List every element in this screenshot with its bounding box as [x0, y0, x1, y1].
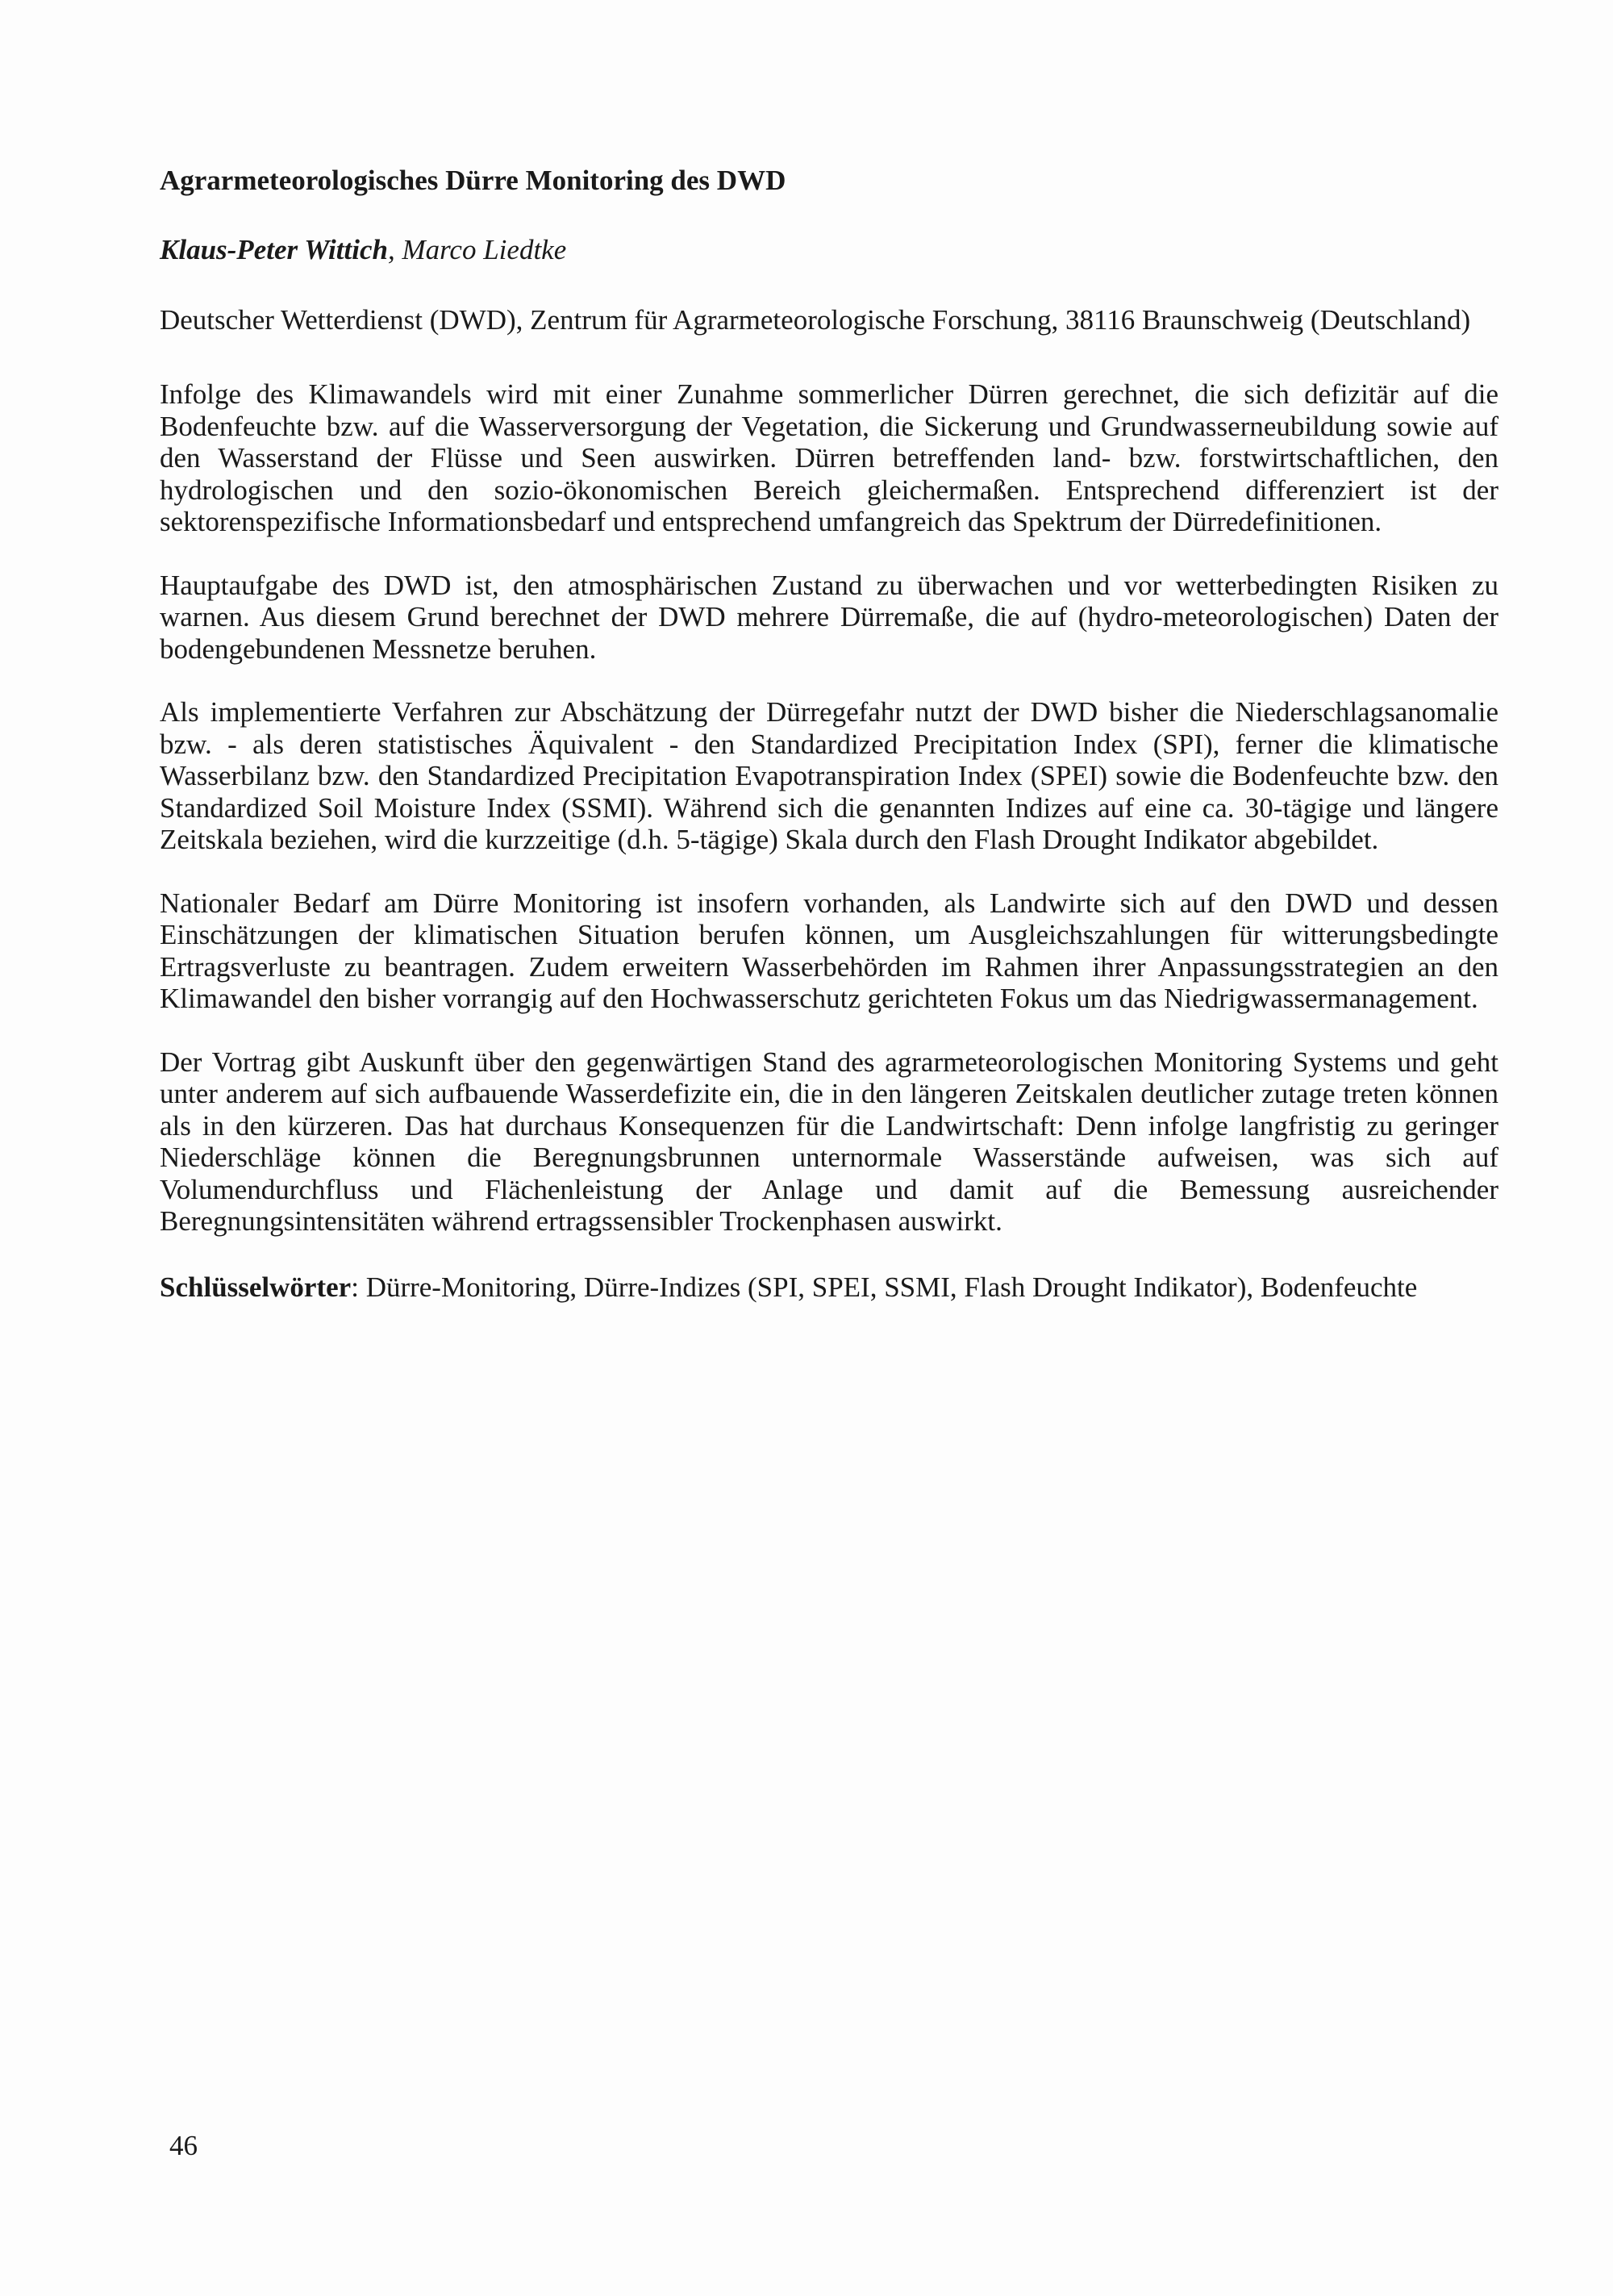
author-line — [160, 231, 1498, 269]
keywords-line — [160, 1269, 1498, 1305]
lead-author: Klaus-Peter Wittich — [160, 234, 388, 265]
paragraph-dwd-task: Hauptaufgabe des DWD ist, den atmosphärischen Zustand zu überwachen und vor wetterbedingten Risiken zu warnen. Aus diesem Grund berechnet der DWD mehrere Dürremaße, die auf (hydro-meteorologischen) Daten der bodengebundenen Messnetze beruhen. — [160, 569, 1498, 665]
paper-title: Agrarmeteorologisches Dürre Monitoring des DWD — [160, 165, 786, 196]
paragraph-talk-summary: Der Vortrag gibt Auskunft über den gegenwärtigen Stand des agrarmeteorologischen Monitoring Systems und geht unter anderem auf sich aufbauende Wasserdefizite ein, die in den längeren Zeitskalen deutlicher zutage treten können als in den kürzeren. Das hat durchaus Konsequenzen für die Landwirtschaft: Denn infolge langfristig zu geringer Niederschläge können die Beregnungsbrunnen unternormale Wasserstände aufweisen, was sich auf Volumendurchfluss und Flächenleistung der Anlage und damit auf die Bemessung ausreichender Beregnungsintensitäten während ertragssensibler Trockenphasen auswirkt. — [160, 1046, 1498, 1237]
paragraph-methods: Als implementierte Verfahren zur Abschätzung der Dürregefahr nutzt der DWD bisher die Niederschlagsanomalie bzw. - als deren statistisches Äquivalent - den Standardized Precipitation Index (SPI), ferner die klimatische Wasserbilanz bzw. den Standardized Precipitation Evapotranspiration Index (SPEI) sowie die Bodenfeuchte bzw. den Standardized Soil Moisture Index (SSMI). Während sich die genannten Indizes auf eine ca. 30-tägige und längere Zeitskala beziehen, wird die kurzzeitige (d.h. 5-tägige) Skala durch den Flash Drought Indikator abgebildet. — [160, 696, 1498, 855]
co-author: Marco Liedtke — [402, 234, 567, 265]
author-separator: , — [387, 234, 402, 265]
document-body — [160, 161, 1498, 1305]
keywords-label: Schlüsselwörter — [160, 1271, 352, 1303]
paragraph-climate-change: Infolge des Klimawandels wird mit einer Zunahme sommerlicher Dürren gerechnet, die sich defizitär auf die Bodenfeuchte bzw. auf die Wasserversorgung der Vegetation, die Sickerung und Grundwasserneubildung sowie auf den Wasserstand der Flüsse und Seen auswirken. Dürren betreffenden land- bzw. forstwirtschaftlichen, den hydrologischen und den sozio-ökonomischen Bereich gleichermaßen. Entsprechend differenziert ist der sektorenspezifische Informationsbedarf und entsprechend umfangreich das Spektrum der Dürredefinitionen. — [160, 378, 1498, 537]
page-number: 46 — [169, 2130, 198, 2161]
paragraph-national-need: Nationaler Bedarf am Dürre Monitoring ist insofern vorhanden, als Landwirte sich auf den DWD und dessen Einschätzungen der klimatischen Situation berufen können, um Ausgleichszahlungen für witterungsbedingte Ertragsverluste zu beantragen. Zudem erweitern Wasserbehörden im Rahmen ihrer Anpassungsstrategien an den Klimawandel den bisher vorrangig auf den Hochwasserschutz gerichteten Fokus um das Niedrigwassermanagement. — [160, 887, 1498, 1014]
keywords-text: Dürre-Monitoring, Dürre-Indizes (SPI, SPEI, SSMI, Flash Drought Indikator), Bodenfeuchte — [365, 1271, 1418, 1303]
keywords-separator: : — [351, 1271, 366, 1303]
affiliation: Deutscher Wetterdienst (DWD), Zentrum für Agrarmeteorologische Forschung, 38116 Braunschweig (Deutschland) — [160, 304, 1471, 336]
